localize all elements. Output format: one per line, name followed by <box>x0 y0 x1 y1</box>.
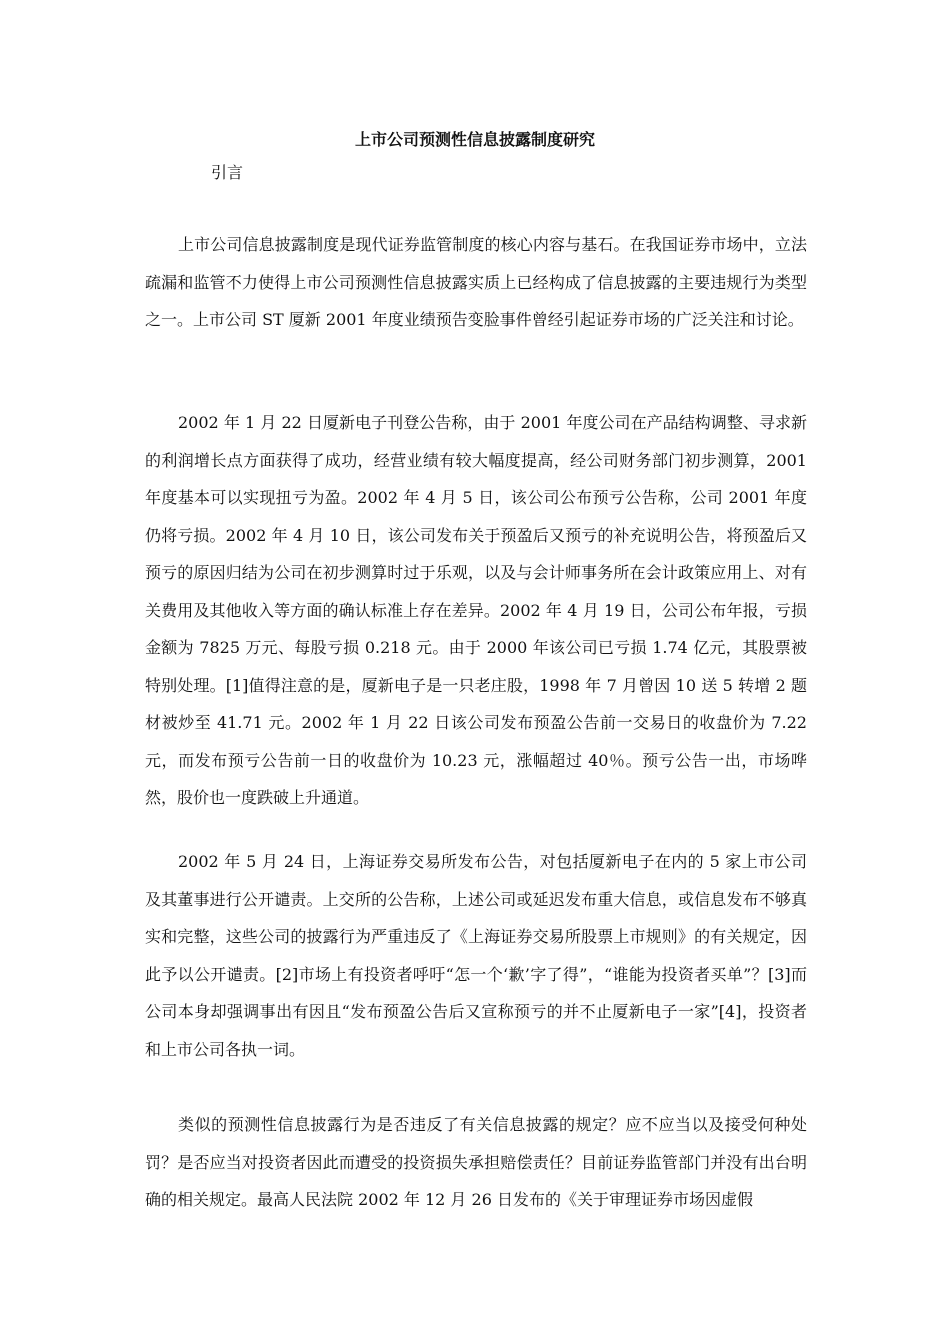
paragraph-4: 类似的预测性信息披露行为是否违反了有关信息披露的规定？应不应当以及接受何种处罚？是否应当对投资者因此而遭受的投资损失承担赔偿责任？目前证券监管部门并没有出台明确的相关规定。最高人民法院 2002 年 12 月 26 日发布的《关于审理证券市场因虚假 <box>145 1115 807 1209</box>
paragraph-3: 2002 年 5 月 24 日，上海证券交易所发布公告，对包括厦新电子在内的 5 家上市公司及其董事进行公开谴责。上交所的公告称，上述公司或延迟发布重大信息，或信息发布不够真实和完整，这些公司的披露行为严重违反了《上海证券交易所股票上市规则》的有关规定，因此予以公开谴责。[2]市场上有投资者呼吁“怎一个‘歉’字了得”，“谁能为投资者买单”？[3]而公司本身却强调事出有因且“发布预盈公告后又宣称预亏的并不止厦新电子一家”[4]，投资者和上市公司各执一词。 <box>145 852 807 1059</box>
paragraph-1: 上市公司信息披露制度是现代证券监管制度的核心内容与基石。在我国证券市场中，立法疏漏和监管不力使得上市公司预测性信息披露实质上已经构成了信息披露的主要违规行为类型之一。上市公司 ST 厦新 2001 年度业绩预告变脸事件曾经引起证券市场的广泛关注和讨论。 <box>145 235 807 329</box>
paragraph-2: 2002 年 1 月 22 日厦新电子刊登公告称，由于 2001 年度公司在产品结构调整、寻求新的利润增长点方面获得了成功，经营业绩有较大幅度提高，经公司财务部门初步测算，2001 年度基本可以实现扭亏为盈。2002 年 4 月 5 日，该公司公布预亏公告称，公司 2001 年度仍将亏损。2002 年 4 月 10 日，该公司发布关于预盈后又预亏的补充说明公告，将预盈后又预亏的原因归结为公司在初步测算时过于乐观，以及与会计师事务所在会计政策应用上、对有关费用及其他收入等方面的确认标准上存在差异。2002 年 4 月 19 日，公司公布年报，亏损金额为 7825 万元、每股亏损 0.218 元。由于 2000 年该公司已亏损 1.74 亿元，其股票被特别处理。[1]值得注意的是，厦新电子是一只老庄股，1998 年 7 月曾因 10 送 5 转增 2 题材被炒至 41.71 元。2002 年 1 月 22 日该公司发布预盈公告前一交易日的收盘价为 7.22 元，而发布预亏公告前一日的收盘价为 10.23 元，涨幅超过 40％。预亏公告一出，市场哗然，股价也一度跌破上升通道。 <box>145 413 807 807</box>
section-heading-introduction: 引言 <box>211 163 244 182</box>
document-title: 上市公司预测性信息披露制度研究 <box>354 130 595 149</box>
